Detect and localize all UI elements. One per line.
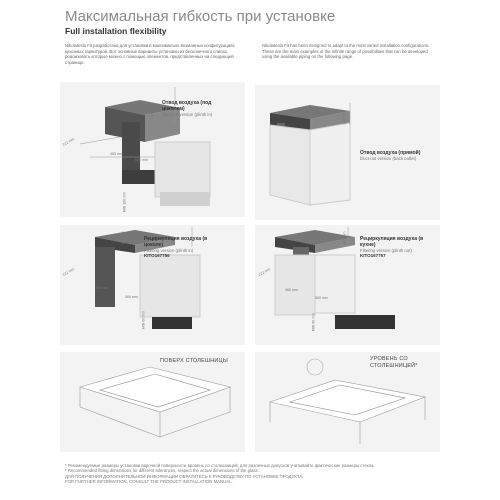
duct-back-height: 245 mm [342,111,347,125]
filter-out-label-en: Filtering version (plinth out) [360,248,412,253]
duct-plinth-label-en: Duct-out version (plinth in) [162,112,213,117]
duct-plinth-depth: 222 mm [61,137,76,147]
duct-plinth-min: MIN 100 mm [122,191,127,213]
filter-plinth-height: 245 mm [120,231,125,245]
page-title-en: Full installation flexibility [65,26,167,36]
duct-plinth-height: 245 mm [150,105,155,119]
page-title-ru: Максимальная гибкость при установке [65,8,336,25]
filter-plinth-label [144,236,216,259]
filter-out-outer: 560 mm [315,296,328,300]
footer-note-en: * Recommended fitting dimensions for different tolerances, respect the actual dimensions of the glass. [65,468,259,474]
filter-out-min: MIN 60 mm [311,312,316,332]
filter-plinth-width: 465 mm [95,286,108,290]
filter-out-depth: 222 mm [257,267,272,277]
filter-plinth-code: KITO167756 [144,253,170,259]
filter-plinth-label-ru: Рециркуляция воздуха (в цоколе) [144,236,208,248]
filter-out-height: 245 mm [342,231,347,245]
duct-plinth-outer: 560 mm [135,158,148,162]
filter-plinth-min: MIN 60 mm [141,310,146,330]
duct-back-label-en: Duct-out version (back outlet) [360,156,417,161]
intro-text-en: Nikolatesla Fit has been designed to adapt to the most varied installation configurations. These are the main examples of the infinite range of possibilities that can be developed using the available piping on the following page. [262,43,430,60]
top-mount-label: ПОВЕРХ СТОЛЕШНИЦЫ [160,358,228,364]
footer-manual-ru: ДЛЯ ПОЛУЧЕНИЯ ДОПОЛНИТЕЛЬНОЙ ИНФОРМАЦИИ ОБРАТИТЕСЬ К РУКОВОДСТВУ ПО УСТАНОВКЕ ПРОДУКТА. [65,473,304,479]
filter-out-code: KITO167757 [360,253,386,259]
intro-text-ru: Nikolatesla Fit разработана для установки в максимально возможных конфигурациях кухонных гарнитуров. Вот основные варианты установки из бесконечного списка, реализовать которые можно с помощью элементов, представленных на следующей странице. [65,43,235,65]
duct-plinth-width: 465 mm [110,152,123,156]
flush-mount-label: УРОВЕНЬ СО СТОЛЕШНИЦЕЙ* [370,356,418,369]
filter-out-label-ru: Рециркуляция воздуха (в кухне) [360,236,424,248]
filter-plinth-outer: 560 mm [125,295,138,299]
footer-notes [65,463,440,485]
footer-manual-en: FOR FURTHER INFORMATION, CONSULT THE PRODUCT INSTALLATION MANUAL. [65,479,233,485]
duct-plinth-label [162,100,232,117]
filter-out-width: 465 mm [285,288,298,292]
filter-out-label [360,236,432,259]
duct-back-label [360,150,430,161]
filter-plinth-depth: 222 mm [61,267,76,277]
duct-back-label-ru: Отвод воздуха (прямой) [360,150,421,156]
top-mount-illustration [60,352,245,452]
footer-note-ru: * Рекомендуемые размеры установки варочной поверхности вровень со столешницей; для различных допусков учитывайте фактические размеры стекла. [65,463,375,468]
filter-plinth-label-en: Filtering version (plinth in) [144,248,194,253]
duct-plinth-label-ru: Отвод воздуха (под цоколем) [162,100,212,112]
